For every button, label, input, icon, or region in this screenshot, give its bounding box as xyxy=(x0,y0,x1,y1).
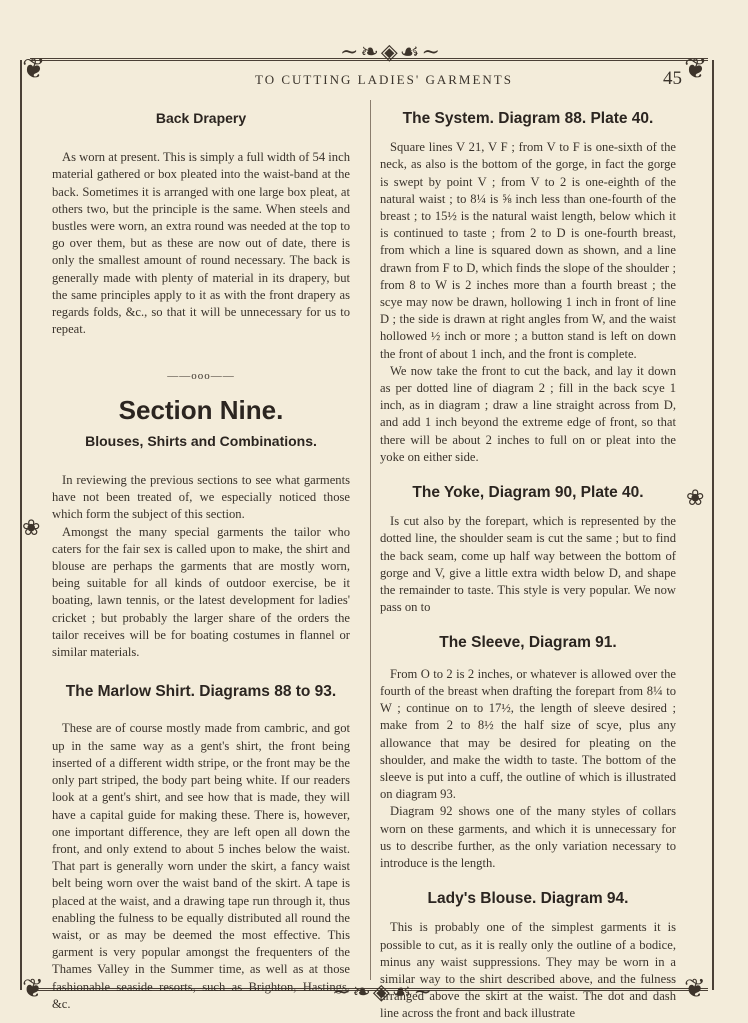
sleeve-paragraph: Diagram 92 shows one of the many styles of collars worn on these garments, and which it is unnecessary for us to describe further, as the only variation necessary to introduce is the length. xyxy=(380,804,676,870)
bottom-flourish-icon: ~❧◈☙~ xyxy=(332,980,434,1005)
section-subtitle: Blouses, Shirts and Combinations. xyxy=(85,432,317,449)
intro-paragraph: In reviewing the previous sections to see what garments have not been treated of, we especially noticed those which form the subject of this section. xyxy=(52,473,350,522)
side-ornament-icon: ❀ xyxy=(22,516,41,541)
intro-paragraph: Amongst the many special garments the tailor who caters for the fair sex is called upon to make, the shirt and blouse are perhaps the garments that are mostly worn, being suitable for all kinds of outdoor exercise, be it boating, lawn tennis, or the latest development for ladies' cricket ; but probably the larger share of the orders the tailor receives will be for boating costumes in flannel or similar materials. xyxy=(52,524,350,660)
left-column xyxy=(52,104,350,1013)
section-separator: ——ooo—— xyxy=(167,370,235,383)
corner-ornament-icon: ❦ xyxy=(684,974,706,1004)
yoke-text: Is cut also by the forepart, which is represented by the dotted line, the shoulder seam is cut the same ; but to find the back seam, come up half way between the bottom of gorge and V, give a little extra width below D, and shape the remainder to taste. This style is very popular. We now pass on to xyxy=(380,514,676,615)
corner-ornament-icon: ❦ xyxy=(684,52,708,85)
system-heading: The System. Diagram 88. Plate 40. xyxy=(402,110,654,127)
back-drapery-heading: Back Drapery xyxy=(155,110,247,126)
column-divider xyxy=(370,100,371,980)
system-paragraph: Square lines V 21, V F ; from V to F is one-sixth of the neck, as also is the bottom of the gorge, in fact the gorge is swept by point V ; from V to 2 is one-eighth of the natural waist ; to 8¼ is ⅝ inch less than one-fourth of the breast ; to 15½ is the natural waist length, below which it is continued to taste ; from 2 to D is one-fourth breast, from which a line is squared down as shown, and a line drawn from F to D, which finds the slope of the shoulder ; from 8 to W is 2 inches more than a fourth breast ; the scye may now be drawn, hollowing 1 inch in front of line D ; the side is drawn at right angles from W, and the waist hollowed ½ inch or more ; a button stand is left on down the front of about 1 inch, and the front is complete. xyxy=(380,140,676,361)
yoke-heading: The Yoke, Diagram 90, Plate 40. xyxy=(412,484,644,502)
page-header xyxy=(40,70,680,92)
sleeve-paragraph: From O to 2 is 2 inches, or whatever is allowed over the fourth of the breast when drafting the forepart from 8¼ to W ; continue on to 17½, the length of sleeve desired ; make from 2 to 8½ the half size of scye, plus any allowance that may be desired for pleating on the shoulder, and make the width to taste. The bottom of the sleeve is put into a cuff, the outline of which is illustrated on diagram 93. xyxy=(380,666,676,802)
blouse-heading: Lady's Blouse. Diagram 94. xyxy=(427,890,629,908)
side-ornament-icon: ❀ xyxy=(686,486,705,511)
corner-ornament-icon: ❦ xyxy=(22,52,46,85)
top-flourish-icon: ~❧◈☙~ xyxy=(340,40,442,65)
running-title: TO CUTTING LADIES' GARMENTS xyxy=(255,72,513,87)
system-paragraph: We now take the front to cut the back, and lay it down as per dotted line of diagram 2 ; fill in the back scye 1 inch, as in diagram ; draw a line straight across from D, and add 1 inch beyond the extreme edge of front, so that there will be about 2 inches to full on or pleat into the yoke on either side. xyxy=(380,363,676,464)
back-drapery-text: As worn at present. This is simply a full width of 54 inch material gathered or box pleated into the waist-band at the back. Sometimes it is arranged with one large box pleat, at others two, but the principle is the same. When steels and bustles were worn, an extra round was needed at the top to go over them, but as these are now out of date, there is only the smallest amount of round necessary. The back is generally made with plenty of material in its drapery, but the same principles apply to it as with the front drapery as regards folds, &c., so that it will be unnecessary for us to repeat. xyxy=(52,150,350,337)
page-number: 45 xyxy=(663,68,682,89)
section-title: Section Nine. xyxy=(118,394,284,425)
right-column xyxy=(380,104,676,1023)
marlow-shirt-heading: The Marlow Shirt. Diagrams 88 to 93. xyxy=(65,683,337,701)
sleeve-heading: The Sleeve, Diagram 91. xyxy=(439,634,617,652)
marlow-shirt-text: These are of course mostly made from cambric, and got up in the same way as a gent's shirt, the front being inserted of a different width stripe, or the front may be the only part striped, the body part being white. If our readers look at a gent's shirt, and see how that is made, they will have a capital guide for making these. There is, however, one important difference, they are left open all down the front, and only extend to about 5 inches below the waist. That part is generally worn under the skirt, a fancy waist belt being worn over the waist band of the skirt. A tape is placed at the waist, and a drawing tape run through it, thus enabling the fulness to be equally distributed all round the waist, or as may be deemed the most effective. This garment is very popular amongst the frequenters of the Thames Valley in the Summer time, as well as at those fashionable seaside resorts, such as Brighton, Hastings, &c. xyxy=(52,721,350,1011)
corner-ornament-icon: ❦ xyxy=(22,974,44,1004)
blouse-text: This is probably one of the simplest garments it is possible to cut, as it is really only the outline of a bodice, minus any waist suppressions. They may be worn in a similar way to the shirt described above, and the fulness arranged above the skirt at the waist. The dot and dash line across the front and back illustrate xyxy=(380,920,676,1021)
